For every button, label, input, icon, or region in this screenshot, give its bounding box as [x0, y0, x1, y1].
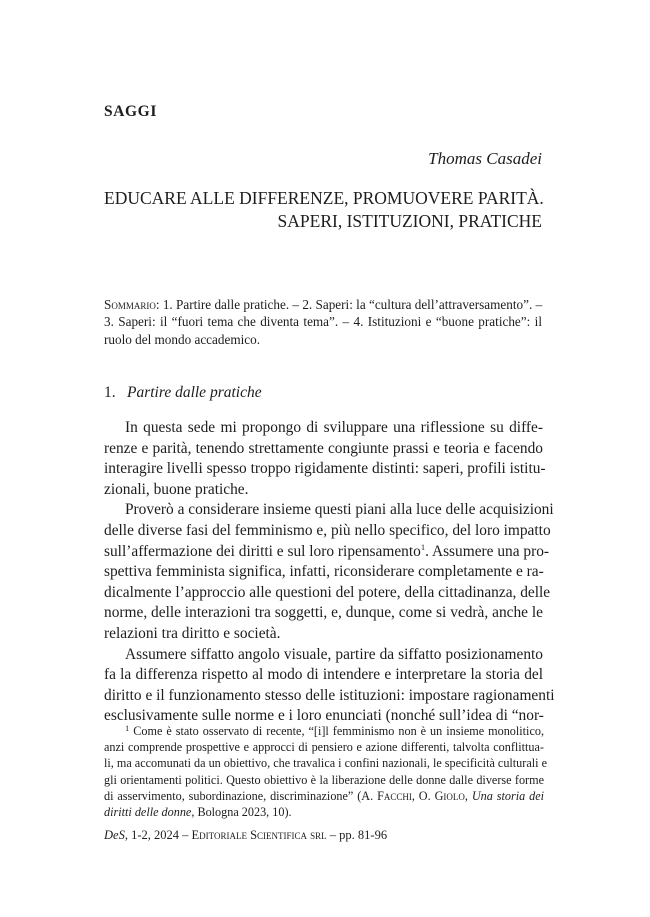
title-line: EDUCARE ALLE DIFFERENZE, PROMUOVERE PARITÀ. — [104, 188, 544, 208]
summary — [104, 296, 542, 348]
summary-line: Sommario: 1. Partire dalle pratiche. – 2. Saperi: la “cultura dell’attraversamento”. – — [104, 297, 543, 312]
body-line: zionali, buone pratiche. — [104, 480, 249, 498]
body-line: fa la differenza rispetto al modo di intendere e interpretare la storia del — [104, 666, 543, 684]
title-line: SAPERI, ISTITUZIONI, PRATICHE — [277, 211, 542, 231]
footnote-line: gli orientamenti politici. Questo obiettivo è la liberazione delle donne dalle diverse forme — [104, 772, 544, 787]
body-line: sull’affermazione dei diritti e sul loro ripensamento$^1$. Assumere una pro- — [104, 541, 550, 560]
footnote-reference[interactable]: 1 — [420, 541, 426, 552]
running-footer: DeS, 1-2, 2024 – Editoriale Scientifica srl – pp. 81-96 — [104, 828, 388, 842]
cited-author: Facchi — [377, 788, 412, 803]
body-line: In questa sede mi propongo di sviluppare una riflessione su diffe- — [125, 419, 543, 436]
author-name: Thomas Casadei — [428, 149, 542, 168]
body-line: norme, delle interazioni tra soggetti, e, dunque, come si vedrà, anche le — [104, 604, 543, 622]
section-title: Partire dalle pratiche — [127, 384, 262, 401]
body-line: Proverò a considerare insieme questi piani alla luce delle acquisizioni — [125, 501, 554, 519]
body-text — [104, 418, 555, 727]
section-label: SAGGI — [104, 103, 157, 120]
section-number: 1. — [104, 384, 116, 401]
journal-name: DeS — [104, 828, 125, 842]
footnote-line: di asservimento, subordinazione, discriminazione” (A. Facchi, O. Giolo, Una storia dei — [104, 788, 544, 803]
article-title — [104, 187, 542, 233]
cited-title: Una storia dei — [471, 788, 544, 803]
body-line: renze e parità, tenendo strettamente congiunte prassi e teoria e facendo — [104, 439, 543, 457]
summary-label: Sommario: — [104, 297, 160, 312]
footnote-line: $^1$ Come è stato osservato di recente, “[i]l femminismo non è un insieme monolitico, — [125, 723, 544, 738]
summary-line: 3. Saperi: il “fuori tema che diventa tema”. – 4. Istituzioni e “buone pratiche”: il — [104, 314, 542, 330]
cited-author: Giolo — [434, 788, 465, 803]
body-line: Assumere siffatto angolo visuale, partire da siffatto posizionamento — [125, 645, 543, 663]
footnote-line: diritti delle donne, Bologna 2023, 10). — [104, 805, 292, 820]
body-line: spettiva femminista significa, infatti, riconsiderare completamente e ra- — [104, 563, 544, 581]
body-line: relazioni tra diritto e società. — [104, 624, 281, 642]
body-line: esclusivamente sulle norme e i loro enunciati (nonché sull’idea di “nor- — [104, 707, 544, 725]
footnote — [104, 723, 547, 820]
section-heading — [104, 384, 262, 402]
summary-line: ruolo del mondo accademico. — [104, 331, 260, 347]
body-line: interagire livelli spesso troppo rigidamente distinti: saperi, profili istitu- — [104, 460, 546, 478]
publisher-name: Editoriale Scientifica srl — [191, 828, 327, 842]
body-line: delle diverse fasi del femminismo e, più nello specifico, del loro impatto — [104, 521, 551, 539]
footnote-number: 1 — [125, 723, 130, 733]
footnote-line: anzi comprende prospettive e approcci di pensiero e azione differenti, talvolta conflittua- — [104, 740, 544, 755]
body-line: dicalmente l’approccio alle questioni del potere, della cittadinanza, delle — [104, 583, 551, 601]
cited-title: diritti delle donne — [104, 805, 192, 820]
footnote-line: li, ma accomunati da un obiettivo, che travalica i confini nazionali, le specificità culturali e — [104, 756, 547, 771]
body-line: diritto e il funzionamento stesso delle istituzioni: impostare ragionamenti — [104, 686, 555, 704]
